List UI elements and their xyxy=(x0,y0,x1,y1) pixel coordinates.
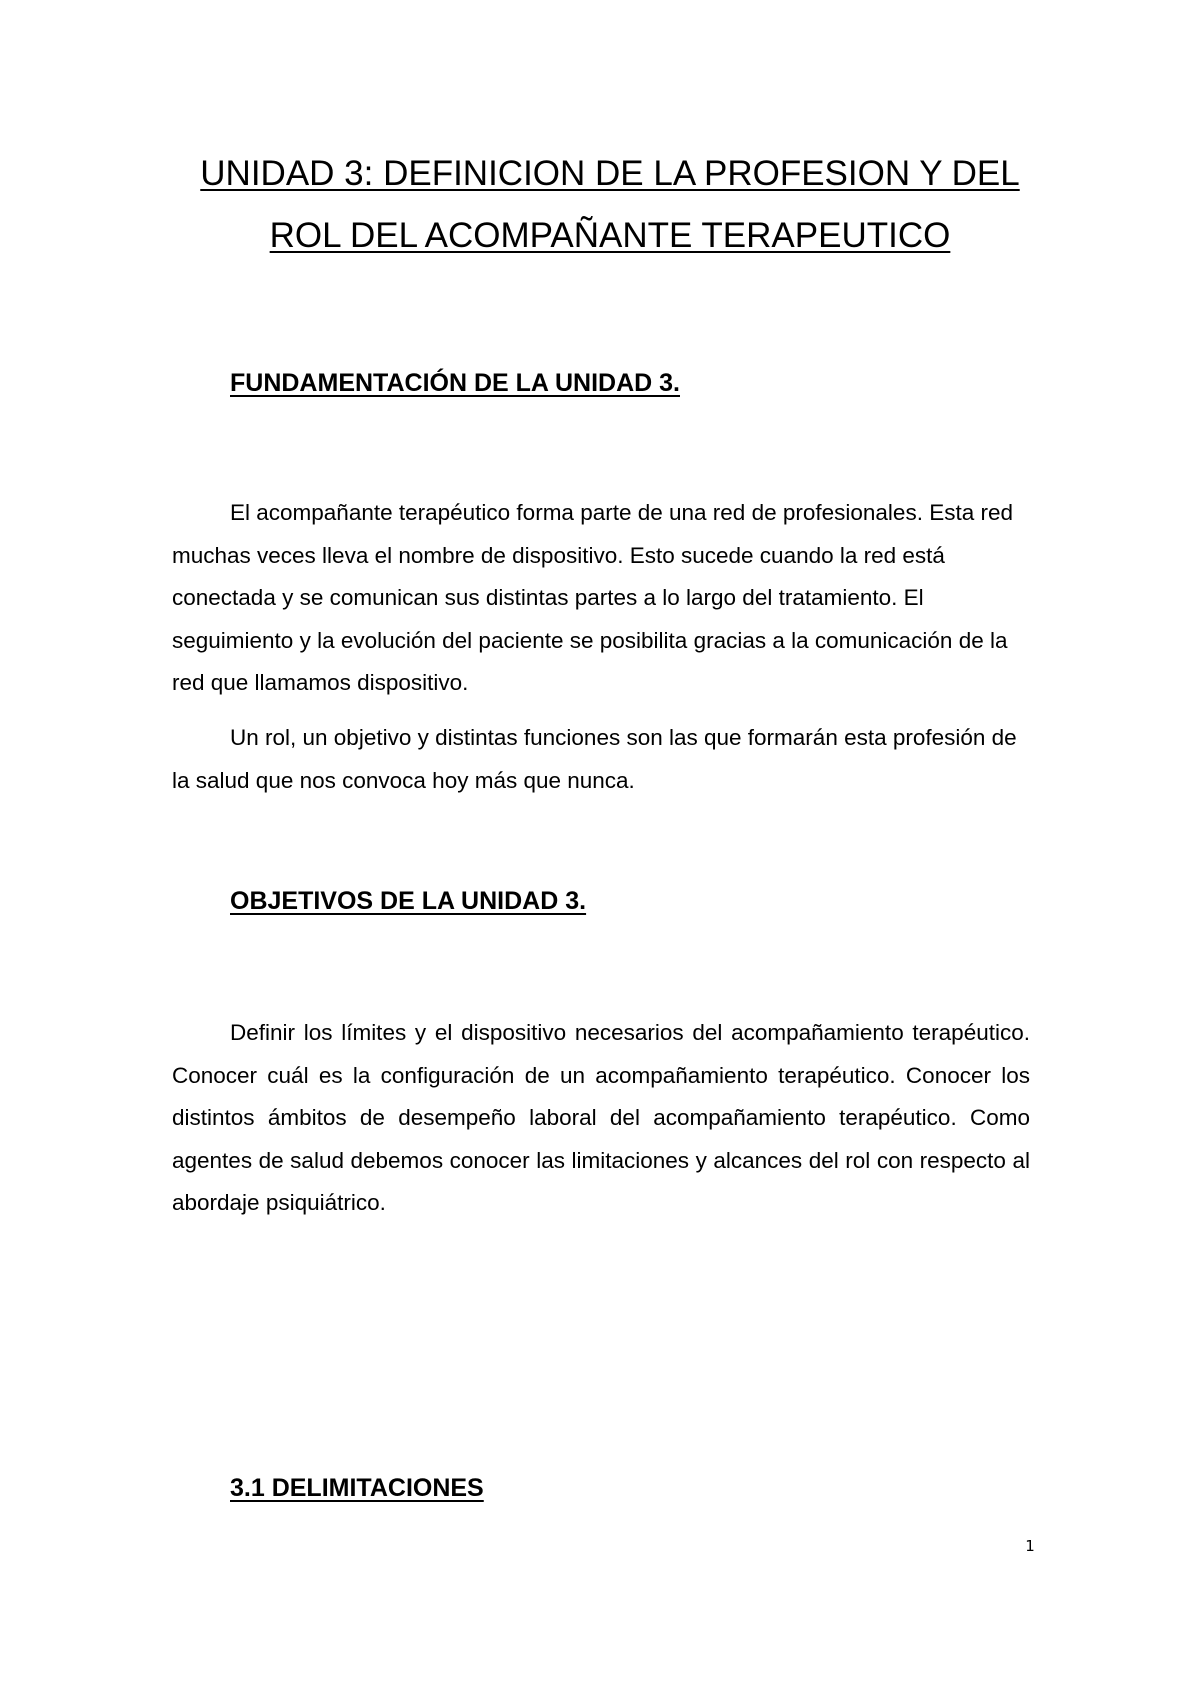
paragraph-objetivos: Definir los límites y el dispositivo necesarios del acompañamiento terapéutico. Conocer cuál es la configuración de un acompañamiento terapéutico. Conocer los distintos ámbitos de desempeño laboral del acompañamiento terapéutico. Como agentes de salud debemos conocer las limitaciones y alcances del rol con respecto al abordaje psiquiátrico. xyxy=(172,1020,1030,1215)
paragraph-fundamentacion-2: Un rol, un objetivo y distintas funciones son las que formarán esta profesión de la salud que nos convoca hoy más que nunca. xyxy=(172,725,1017,793)
page-title: UNIDAD 3: DEFINICION DE LA PROFESION Y DEL ROL DEL ACOMPAÑANTE TERAPEUTICO xyxy=(200,154,1020,255)
section-heading-objetivos: OBJETIVOS DE LA UNIDAD 3. xyxy=(230,887,587,915)
page-number: 1 xyxy=(1025,1537,1035,1555)
section-heading-fundamentacion: FUNDAMENTACIÓN DE LA UNIDAD 3. xyxy=(230,369,680,397)
section-heading-delimitaciones: 3.1 DELIMITACIONES xyxy=(230,1474,484,1502)
paragraph-fundamentacion-1: El acompañante terapéutico forma parte de una red de profesionales. Esta red muchas veces lleva el nombre de dispositivo. Esto sucede cuando la red está conectada y se comunican sus distintas partes a lo largo del tratamiento. El seguimiento y la evolución del paciente se posibilita gracias a la comunicación de la red que llamamos dispositivo. xyxy=(172,500,1013,695)
